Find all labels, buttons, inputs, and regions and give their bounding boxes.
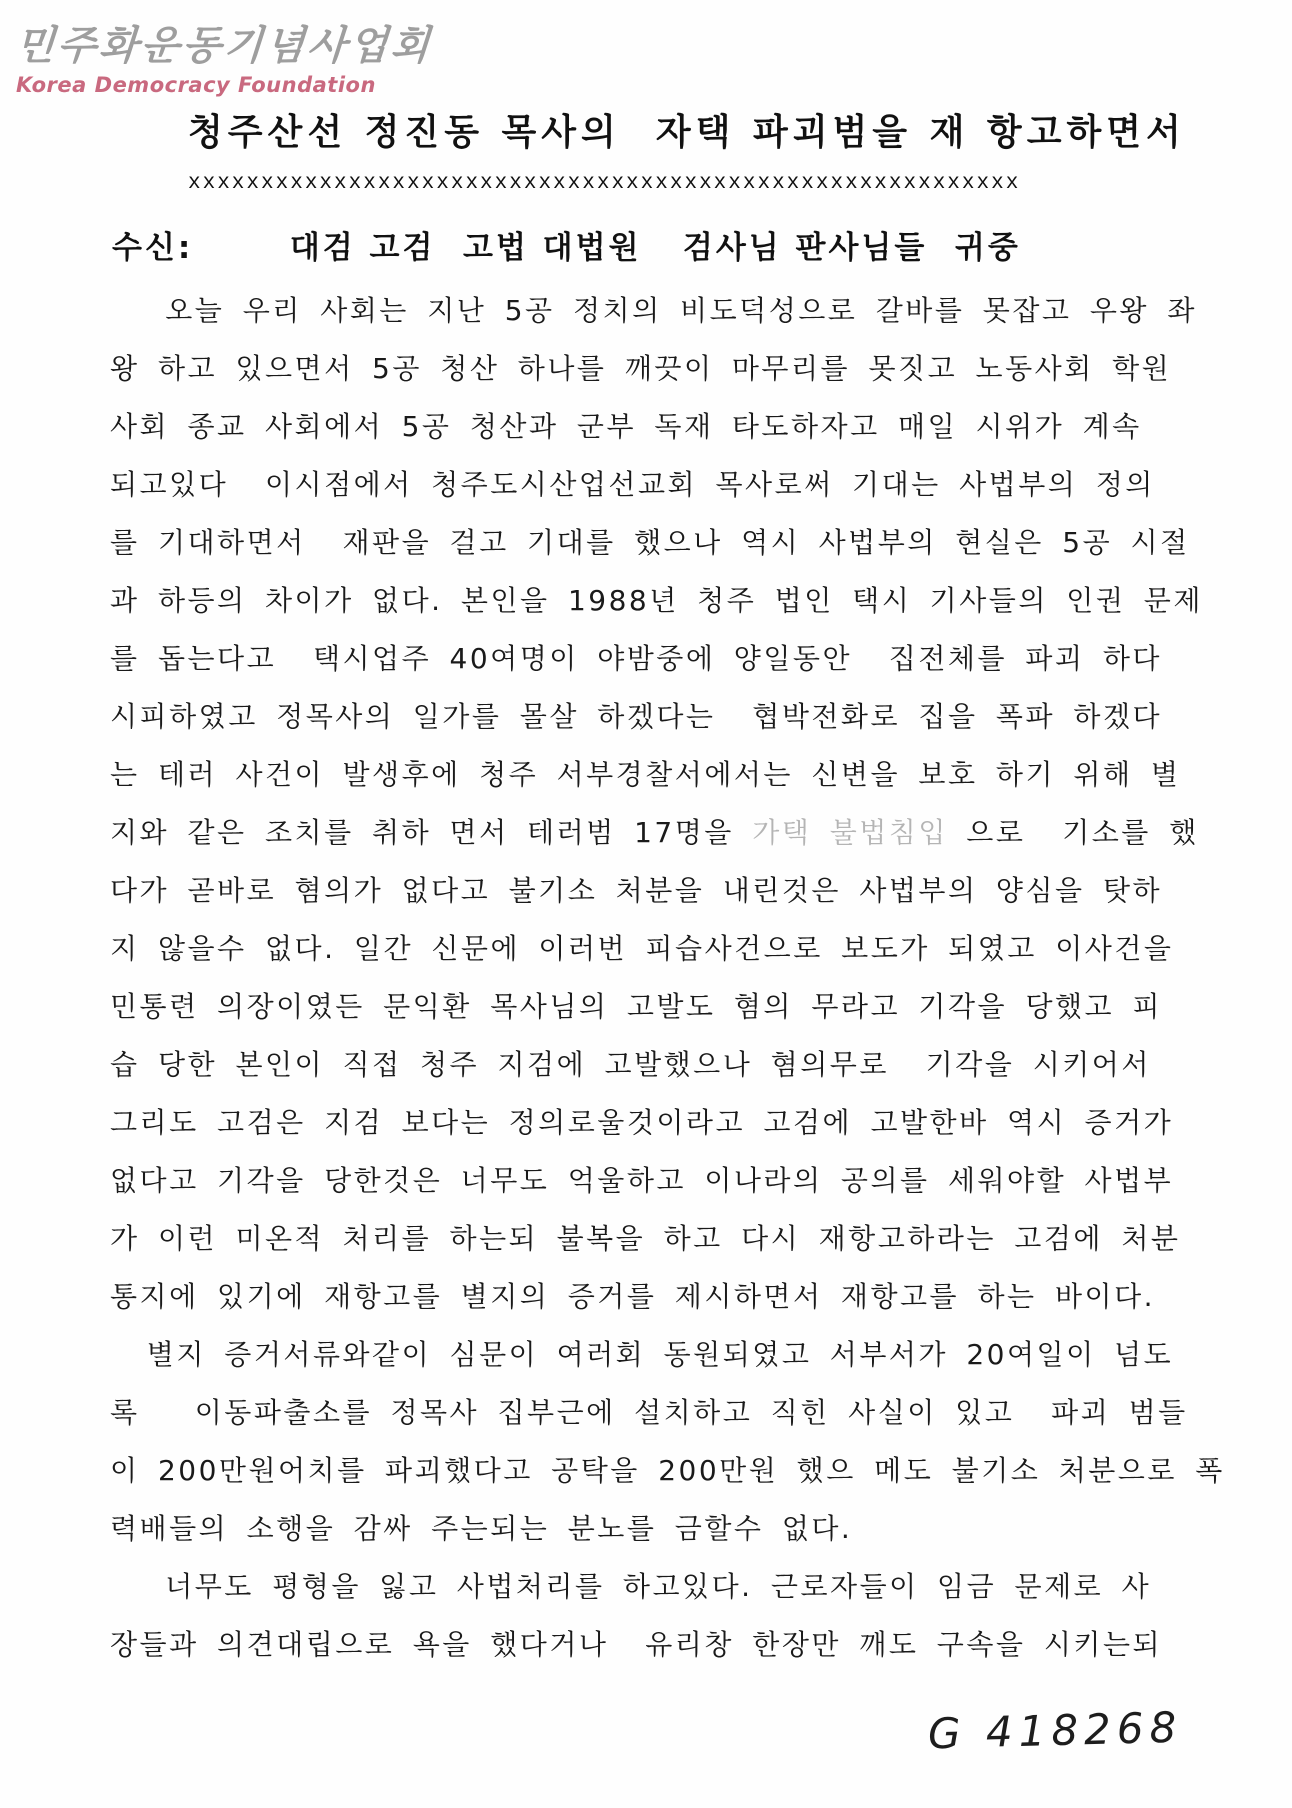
line-text: 다가 곧바로 혐의가 없다고 불기소 처분을 내린것은 사법부의 양심을 탓하	[110, 874, 1163, 907]
line-text: 민통련 의장이였든 문익환 목사님의 고발도 혐의 무라고 기각을 당했고 피	[110, 990, 1163, 1023]
illegible-text: 가택 불법침입	[752, 816, 948, 849]
line-text: 시피하였고 정목사의 일가를 몰살 하겠다는 협박전화로 집을 폭파 하겠다	[110, 700, 1163, 733]
document-line	[110, 1616, 1210, 1674]
document-line	[110, 572, 1210, 630]
line-text: 장들과 의견대립으로 욕을 했다거나 유리창 한장만 깨도 구속을 시키는되	[110, 1628, 1163, 1661]
line-text: 너무도 평형을 잃고 사법처리를 하고있다. 근로자들이 임금 문제로 사	[110, 1570, 1152, 1603]
kdf-logo-english: Korea Democracy Foundation	[16, 73, 376, 97]
document-line	[110, 1558, 1210, 1616]
document-line	[110, 1152, 1210, 1210]
line-text: 를 기대하면서 재판을 걸고 기대를 했으나 역시 사법부의 현실은 5공 시절	[110, 526, 1190, 559]
line-text: 를 돕는다고 택시업주 40여명이 야밤중에 양일동안 집전체를 파괴 하다	[110, 642, 1162, 675]
document-title: 청주산선 정진동 목사의 자택 파괴범을 재 항고하면서	[188, 112, 1186, 153]
document-line	[110, 1326, 1210, 1384]
document-line	[110, 862, 1210, 920]
document-line	[110, 804, 1210, 862]
line-text: 오늘 우리 사회는 지난 5공 정치의 비도덕성으로 갈바를 못잡고 우왕 좌	[110, 294, 1197, 327]
line-text: 별지 증거서류와같이 심문이 여러회 동원되였고 서부서가 20여일이 넘도	[110, 1338, 1174, 1371]
document-body	[110, 282, 1225, 1674]
document-line	[110, 630, 1210, 688]
line-text: 그리도 고검은 지검 보다는 정의로울것이라고 고검에 고발한바 역시 증거가	[110, 1106, 1174, 1139]
line-text: 과 하등의 차이가 없다. 본인을 1988년 청주 법인 택시 기사들의 인권 문제	[110, 584, 1203, 617]
kdf-logo	[16, 14, 432, 97]
line-text: 지와 같은 조치를 취하 면서 테러범 17명을	[110, 816, 753, 849]
line-text: 없다고 기각을 당한것은 너무도 억울하고 이나라의 공의를 세워야할 사법부	[110, 1164, 1174, 1197]
document-line	[110, 920, 1210, 978]
document-line	[110, 456, 1210, 514]
line-text: 이 200만원어치를 파괴했다고 공탁을 200만원 했으 메도 불기소 처분으로 폭	[110, 1454, 1225, 1487]
document-line	[110, 282, 1210, 340]
document-line	[110, 1210, 1210, 1268]
line-text: 력배들의 소행을 감싸 주는되는 분노를 금할수 없다.	[110, 1512, 853, 1545]
line-text: 으로 기소를 했	[947, 816, 1199, 849]
x-divider: xxxxxxxxxxxxxxxxxxxxxxxxxxxxxxxxxxxxxxxxxxxxxxxxxxxxxxxxx	[188, 172, 1021, 195]
document-line	[110, 514, 1210, 572]
document-line	[110, 1268, 1210, 1326]
line-text: 사회 종교 사회에서 5공 청산과 군부 독재 타도하자고 매일 시위가 계속	[110, 410, 1142, 443]
document-line	[110, 398, 1210, 456]
recipient-line: 수신: 대검 고검 고법 대법원 검사님 판사님들 귀중	[112, 230, 1021, 266]
kdf-logo-korean: 민주화운동기념사업회	[14, 23, 434, 69]
line-text: 습 당한 본인이 직접 청주 지검에 고발했으나 혐의무로 기각을 시키어서	[110, 1048, 1151, 1081]
document-line	[110, 1500, 1210, 1558]
document-line	[110, 340, 1210, 398]
line-text: 지 않을수 없다. 일간 신문에 이러번 피습사건으로 보도가 되였고 이사건을	[110, 932, 1174, 965]
document-line	[110, 1442, 1225, 1500]
archive-number: G 418268	[927, 1702, 1183, 1759]
line-text: 가 이런 미온적 처리를 하는되 불복을 하고 다시 재항고하라는 고검에 처분	[110, 1222, 1181, 1255]
document-line	[110, 1384, 1210, 1442]
document-line	[110, 978, 1210, 1036]
document-line	[110, 1036, 1210, 1094]
line-text: 는 테러 사건이 발생후에 청주 서부경찰서에서는 신변을 보호 하기 위해 별	[110, 758, 1181, 791]
line-text: 통지에 있기에 재항고를 별지의 증거를 제시하면서 재항고를 하는 바이다.	[110, 1280, 1156, 1313]
line-text: 되고있다 이시점에서 청주도시산업선교회 목사로써 기대는 사법부의 정의	[110, 468, 1155, 501]
line-text: 왕 하고 있으면서 5공 청산 하나를 깨끗이 마무리를 못짓고 노동사회 학원	[110, 352, 1172, 385]
document-line	[110, 688, 1210, 746]
line-text: 록 이동파출소를 정목사 집부근에 설치하고 직힌 사실이 있고 파괴 범들	[110, 1396, 1188, 1429]
document-line	[110, 1094, 1210, 1152]
document-line	[110, 746, 1210, 804]
